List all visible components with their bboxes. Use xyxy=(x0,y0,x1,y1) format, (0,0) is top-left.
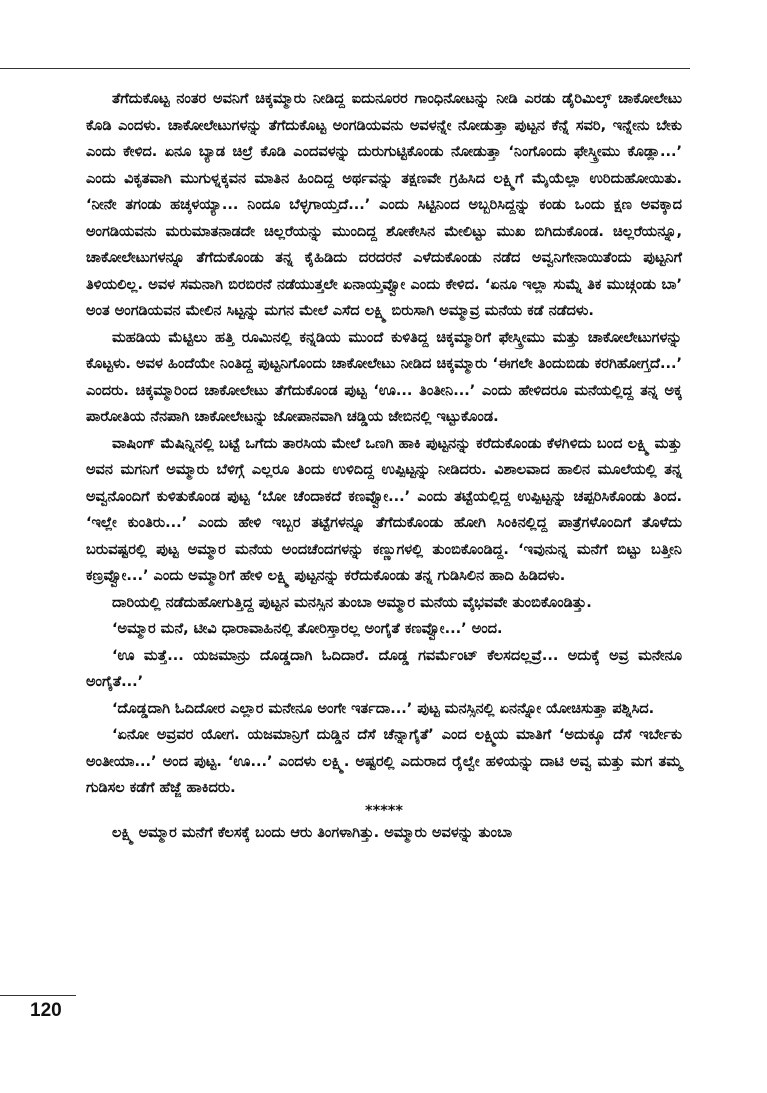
paragraph: ಮಹಡಿಯ ಮೆಟ್ಟಿಲು ಹತ್ತಿ ರೂಮಿನಲ್ಲಿ ಕನ್ನಡಿಯ ಮುಂದೆ ಕುಳಿತಿದ್ದ ಚಿಕ್ಕಮ್ಮಾರಿಗೆ ಫೇಸ್ಕ್ರೀಮು ಮತ್ತು ಚಾಕೋಲೇಟುಗಳನ್ನು ಕೊಟ್ಟಳು. ಅವಳ ಹಿಂದೆಯೇ ನಿಂತಿದ್ದ ಪುಟ್ಟನಿಗೊಂದು ಚಾಕೋಲೇಟು ನೀಡಿದ ಚಿಕ್ಕಮ್ಮಾರು ‘ಈಗಲೇ ತಿಂದುಬಿಡು ಕರಗಿಹೋಗ್ತದೆ...’ ಎಂದರು. ಚಿಕ್ಕಮ್ಮಾರಿಂದ ಚಾಕೋಲೇಟು ತೆಗೆದುಕೊಂಡ ಪುಟ್ಟ ‘ಊ... ತಿಂತೀನಿ...’ ಎಂದು ಹೇಳಿದರೂ ಮನೆಯಲ್ಲಿದ್ದ ತನ್ನ ಅಕ್ಕ ಪಾರೋತಿಯ ನೆನಪಾಗಿ ಚಾಕೋಲೇಟನ್ನು ಜೋಪಾನವಾಗಿ ಚಡ್ಡಿಯ ಜೇಬಿನಲ್ಲಿ ಇಟ್ಟುಕೊಂಡ. xyxy=(86,329,682,425)
footer-rule xyxy=(0,995,76,996)
section-separator: ***** xyxy=(365,802,403,819)
paragraph: ವಾಷಿಂಗ್ ಮೆಷಿನ್ನಿನಲ್ಲಿ ಬಟ್ಟೆ ಒಗೆದು ತಾರಸಿಯ ಮೇಲೆ ಒಣಗಿ ಹಾಕಿ ಪುಟ್ಟನನ್ನು ಕರೆದುಕೊಂಡು ಕೆಳಗಿಳಿದು ಬಂದ ಲಕ್ಷ್ಮಿ ಮತ್ತು ಅವನ ಮಗನಿಗೆ ಅಮ್ಮಾರು ಬೆಳಿಗ್ಗೆ ಎಲ್ಲರೂ ತಿಂದು ಉಳಿದಿದ್ದ ಉಪ್ಪಿಟ್ಟನ್ನು ನೀಡಿದರು. ವಿಶಾಲವಾದ ಹಾಲಿನ ಮೂಲೆಯಲ್ಲಿ ತನ್ನ ಅವ್ವನೊಂದಿಗೆ ಕುಳಿತುಕೊಂಡ ಪುಟ್ಟ ‘ಬೋ ಚೆಂದಾಕದೆ ಕಣವ್ವೋ...’ ಎಂದು ತಟ್ಟೆಯಲ್ಲಿದ್ದ ಉಪ್ಪಿಟ್ಟನ್ನು ಚಪ್ಪರಿಸಿಕೊಂಡು ತಿಂದ. ‘ಇಲ್ಲೇ ಕುಂತಿರು...’ ಎಂದು ಹೇಳಿ ಇಬ್ಬರ ತಟ್ಟೆಗಳನ್ನೂ ತೆಗೆದುಕೊಂಡು ಹೋಗಿ ಸಿಂಕಿನಲ್ಲಿದ್ದ ಪಾತ್ರೆಗಳೊಂದಿಗೆ ತೊಳೆದು ಬರುವಷ್ಟರಲ್ಲಿ ಪುಟ್ಟ ಅಮ್ಮಾರ ಮನೆಯ ಅಂದಚೆಂದಗಳನ್ನು ಕಣ್ಣುಗಳಲ್ಲಿ ತುಂಬಿಕೊಂಡಿದ್ದ. ‘ಇವುನುನ್ನ ಮನೆಗೆ ಬಿಟ್ಟು ಬತ್ತೀನಿ ಕಣ್ರವ್ವೋ...’ ಎಂದು ಅಮ್ಮಾರಿಗೆ ಹೇಳಿ ಲಕ್ಷ್ಮಿ ಪುಟ್ಟನನ್ನು ಕರೆದುಕೊಂಡು ತನ್ನ ಗುಡಿಸಿಲಿನ ಹಾದಿ ಹಿಡಿದಳು. xyxy=(86,435,682,584)
paragraph: ‘ಅಮ್ಮಾರ ಮನೆ, ಟೀವಿ ಧಾರಾವಾಹಿನಲ್ಲಿ ತೋರಿಸ್ತಾರಲ್ಲ ಅಂಗೈತೆ ಕಣವ್ವೋ...’ ಅಂದ. xyxy=(112,621,503,637)
paragraph: ಲಕ್ಷ್ಮಿ ಅಮ್ಮಾರ ಮನೆಗೆ ಕೆಲಸಕ್ಕೆ ಬಂದು ಆರು ತಿಂಗಳಾಗಿತ್ತು. ಅಮ್ಮಾರು ಅವಳನ್ನು ತುಂಬಾ xyxy=(112,824,513,841)
header-rule xyxy=(0,68,690,69)
page-body xyxy=(86,86,682,846)
page-number: 120 xyxy=(30,1000,62,1021)
paragraph: ‘ಏನೋ ಅವ್ರವರ ಯೋಗ. ಯಜಮಾನ್ರಿಗೆ ದುಡ್ಡಿನ ದೆಸೆ ಚೆನ್ನಾಗೈತೆ’ ಎಂದ ಲಕ್ಷ್ಮಿಯ ಮಾತಿಗೆ ‘ಅದುಕ್ಕೂ ದೆಸೆ ಇರ್ಬೇಕು ಅಂತೀಯಾ...’ ಅಂದ ಪುಟ್ಟ. ‘ಊ...’ ಎಂದಳು ಲಕ್ಷ್ಮಿ. ಅಷ್ಟರಲ್ಲಿ ಎದುರಾದ ರೈಲ್ವೇ ಹಳಿಯನ್ನು ದಾಟಿ ಅವ್ವ ಮತ್ತು ಮಗ ತಮ್ಮ ಗುಡಿಸಲ ಕಡೆಗೆ ಹೆಜ್ಜೆ ಹಾಕಿದರು. xyxy=(86,727,682,796)
paragraph: ತೆಗೆದುಕೊಟ್ಟ ನಂತರ ಅವನಿಗೆ ಚಿಕ್ಕಮ್ಮಾರು ನೀಡಿದ್ದ ಐದುನೂರರ ಗಾಂಧಿನೋಟನ್ನು ನೀಡಿ ಎರಡು ಡೈರಿಮಿಲ್ಕ್ ಚಾಕೋಲೇಟು ಕೊಡಿ ಎಂದಳು. ಚಾಕೋಲೇಟುಗಳನ್ನು ತೆಗೆದುಕೊಟ್ಟ ಅಂಗಡಿಯವನು ಅವಳನ್ನೇ ನೋಡುತ್ತಾ ಪುಟ್ಟನ ಕೆನ್ನೆ ಸವರಿ, ಇನ್ನೇನು ಬೇಕು ಎಂದು ಕೇಳಿದ. ಏನೂ ಬ್ಯಾಡ ಚಿಲ್ರೆ ಕೊಡಿ ಎಂದವಳನ್ನು ದುರುಗುಟ್ಟಿಕೊಂಡು ನೋಡುತ್ತಾ ‘ನಿಂಗೊಂದು ಫೇಸ್ಕ್ರೀಮು ಕೊಡ್ಲಾ...’ ಎಂದು ವಿಕೃತವಾಗಿ ಮುಗುಳ್ನಕ್ಕವನ ಮಾತಿನ ಹಿಂದಿದ್ದ ಅರ್ಥವನ್ನು ತಕ್ಷಣವೇ ಗ್ರಹಿಸಿದ ಲಕ್ಷ್ಮಿಗೆ ಮೈಯೆಲ್ಲಾ ಉರಿದುಹೋಯಿತು. ‘ನೀನೇ ತಗಂಡು ಹಚ್ಕಳಯ್ಯಾ... ನಿಂದೂ ಬೆಳ್ಳಗಾಯ್ತದೆ...’ ಎಂದು ಸಿಟ್ಟಿನಿಂದ ಅಬ್ಬರಿಸಿದ್ದನ್ನು ಕಂಡು ಒಂದು ಕ್ಷಣ ಅವಕ್ಕಾದ ಅಂಗಡಿಯವನು ಮರುಮಾತನಾಡದೇ ಚಿಲ್ಲರೆಯನ್ನು ಮುಂದಿದ್ದ ಶೋಕೇಸಿನ ಮೇಲಿಟ್ಟು ಮುಖ ಬಿಗಿದುಕೊಂಡ. ಚಿಲ್ಲರೆಯನ್ನೂ, ಚಾಕೋಲೇಟುಗಳನ್ನೂ ತೆಗೆದುಕೊಂಡು ತನ್ನ ಕೈಹಿಡಿದು ದರದರನೆ ಎಳೆದುಕೊಂಡು ನಡೆದ ಅವ್ವನಿಗೇನಾಯಿತೆಂದು ಪುಟ್ಟನಿಗೆ ತಿಳಿಯಲಿಲ್ಲ. ಅವಳ ಸಮನಾಗಿ ಬಿರಬಿರನೆ ನಡೆಯುತ್ತಲೇ ಏನಾಯ್ತವ್ವೋ ಎಂದು ಕೇಳಿದ. ‘ಏನೂ ಇಲ್ಲಾ ಸುಮ್ನೆ ತಿಕ ಮುಚ್ಗಂಡು ಬಾ’ ಅಂತ ಅಂಗಡಿಯವನ ಮೇಲಿನ ಸಿಟ್ಟನ್ನು ಮಗನ ಮೇಲೆ ಎಸೆದ ಲಕ್ಷ್ಮಿ ಬಿರುಸಾಗಿ ಅಮ್ಮಾವ್ರ ಮನೆಯ ಕಡೆ ನಡೆದಳು. xyxy=(86,91,682,319)
paragraph: ದಾರಿಯಲ್ಲಿ ನಡೆದುಹೋಗುತ್ತಿದ್ದ ಪುಟ್ಟನ ಮನಸ್ಸಿನ ತುಂಬಾ ಅಮ್ಮಾರ ಮನೆಯ ವೈಭವವೇ ತುಂಬಿಕೊಂಡಿತ್ತು. xyxy=(112,594,592,611)
paragraph: ‘ಊ ಮತ್ತೆ... ಯಜಮಾನ್ರು ದೊಡ್ಡದಾಗಿ ಓದಿದಾರೆ. ದೊಡ್ಡ ಗವರ್ಮೆಂಟ್ ಕೆಲಸದಲ್ಲವ್ರೆ... ಅದುಕ್ಕೆ ಅವ್ರ ಮನೇನೂ ಅಂಗೈತೆ...’ xyxy=(86,647,682,690)
paragraph: ‘ದೊಡ್ಡದಾಗಿ ಓದಿದೋರ ಎಲ್ಲಾರ ಮನೇನೂ ಅಂಗೇ ಇರ್ತದಾ...’ ಪುಟ್ಟ ಮನಸ್ಸಿನಲ್ಲಿ ಏನನ್ನೋ ಯೋಚಿಸುತ್ತಾ ಪಶ್ನಿಸಿದ. xyxy=(112,700,655,717)
